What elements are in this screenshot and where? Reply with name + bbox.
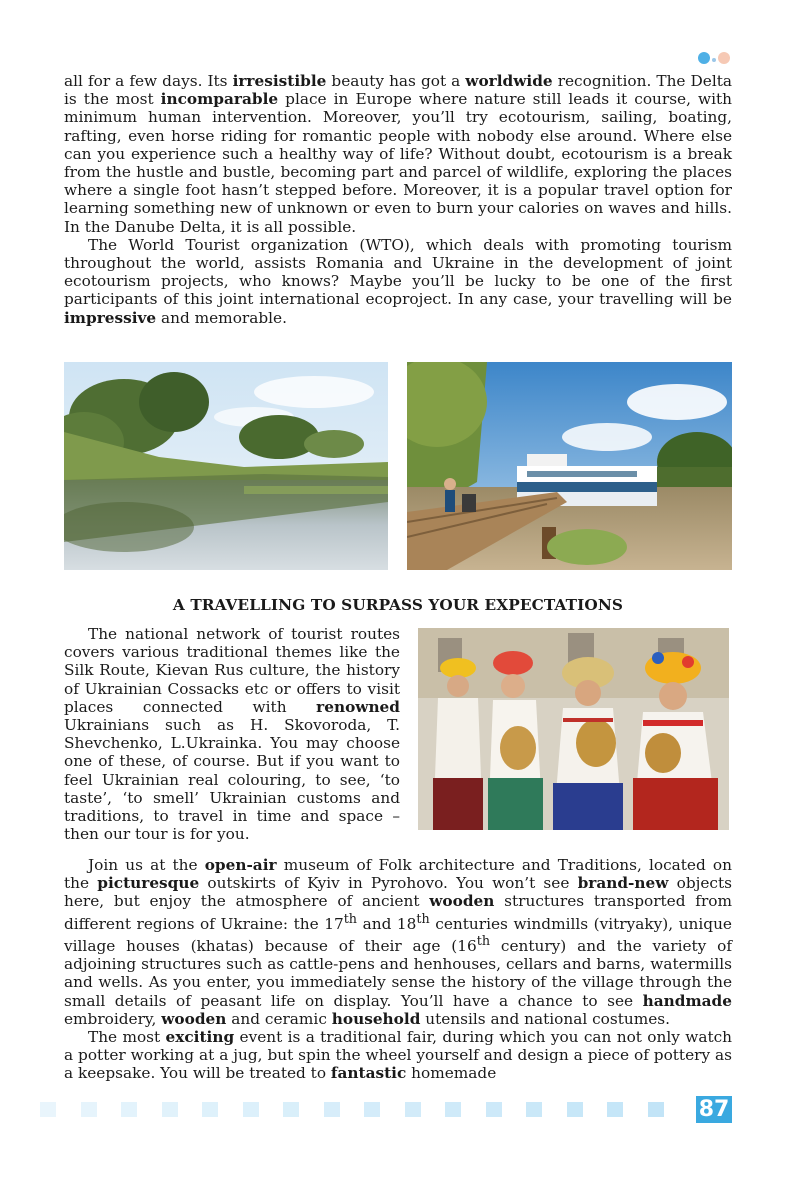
vocab-handmade: handmade [642,991,732,1010]
text-run: embroidery, [64,1009,162,1028]
text-run: objects here, but enjoy the atmosphere of ancient [64,874,732,911]
text-block-open-air-museum [64,856,732,1083]
text-run: century) and the variety of adjoining structures such as cattle-pens and henhouses, cellars and barns, watermills and wells. As you enter, you immediately sense the history of the village through the small details of peasant life on display. You’ll have a chance to see [64,937,732,1010]
text-run: and memorable. [156,308,287,327]
vocab-exciting: exciting [165,1028,235,1047]
vocab-worldwide: worldwide [465,72,553,90]
ordinal-suffix: th [416,911,430,927]
footer-square-icon [162,1102,178,1117]
vocab-renowned: renowned [316,697,400,716]
paragraph-fair [64,1028,732,1083]
text-block-danube-delta [64,72,732,327]
folk-festival-photo [418,628,729,830]
text-run: centuries windmills (vitryaky), unique village houses (khatas) because of their age (16 [64,914,732,955]
text-run: place in Europe where nature still leads it course, with minimum human intervention. Moreover, you’ll try ecotourism, sailing, boating, rafting, even horse riding for romantic people with nobody else around. Where else can you experience such a healthy way of life? Without doubt, ecotourism is a break from the hustle and bustle, becoming part and parcel of wildlife, exploring the places where a single foot hasn’t stepped before. Moreover, it is a popular travel option for learning something new of unknown or even to burn your calories on waves and hills. In the Danube Delta, it is all possible. [64,90,732,236]
paragraph-museum [64,856,732,1028]
vocab-incomparable: incomparable [160,90,279,109]
pink-dot-icon [718,52,730,64]
footer-square-icon [243,1102,259,1117]
footer-square-icon [445,1102,461,1117]
text-run: event is a traditional fair, during which you can not only watch a potter working at a jug, but spin the wheel yourself and design a piece of pottery as a keepsake. You will be treated to [64,1028,733,1083]
footer-square-icon [607,1102,623,1117]
vocab-open-air: open-air [204,856,277,874]
text-run: The World Tourist organization (WTO), which deals with promoting tourism throughout the world, assists Romania and Ukraine in the development of joint ecotourism projects, who knows? Maybe you’ll be lucky to be one of the first participants of this joint international ecoproject. In any case, your travelling will be [64,235,732,309]
text-run: and ceramic [226,1009,332,1028]
boat-pier-photo [407,362,732,570]
footer-square-icon [324,1102,340,1117]
text-run: structures transported from different regions of Ukraine: the 17 [64,892,732,933]
section-heading: A TRAVELLING TO SURPASS YOUR EXPECTATIONS [172,596,624,614]
text-run: all for a few days. Its [64,72,233,90]
text-run: museum of Folk architecture and Traditions, located on the [64,856,732,893]
vocab-brand-new: brand-new [577,874,669,893]
page-corner-dots [698,52,732,66]
vocab-picturesque: picturesque [97,874,200,893]
text-block-tourist-routes [64,625,400,843]
vocab-irresistible: irresistible [232,72,327,90]
text-run: recognition. The Delta is the most [64,72,733,109]
paragraph-wto [64,236,732,327]
text-run: Ukrainians such as H. Skovoroda, T. Shevchenko, L.Ukrainka. You may choose one of these, of course. But if you want to feel Ukrainian real colouring, to see, ‘to taste’, ‘to smell’ Ukrainian customs and traditions, to travel in time and space – then our tour is for you. [64,716,400,844]
footer-square-icon [648,1102,664,1117]
vocab-fantastic: fantastic [330,1064,407,1083]
footer-square-icon [567,1102,583,1117]
ordinal-suffix: th [343,911,358,927]
vocab-wooden: wooden [429,892,495,911]
river-delta-photo [64,362,388,570]
text-run: utensils and national costumes. [420,1009,670,1028]
text-run: homemade [406,1064,497,1083]
footer-square-icon [202,1102,218,1117]
vocab-household: household [331,1009,421,1028]
footer-square-icon [405,1102,421,1117]
footer-square-icon [81,1102,97,1117]
footer-square-icon [121,1102,137,1117]
footer-square-icon [40,1102,56,1117]
vocab-impressive: impressive [64,308,157,327]
text-run: The national network of tourist routes covers various traditional themes like the Silk Route, Kievan Rus culture, the history of Ukrainian Cossacks etc or offers to visit places connected with [64,625,400,716]
footer-square-icon [283,1102,299,1117]
small-dot-icon [712,58,716,62]
text-run: and 18 [357,914,417,933]
ordinal-suffix: th [476,933,491,949]
text-run: Join us at the [88,856,205,874]
text-run: outskirts of Kyiv in Pyrohovo. You won’t see [199,874,578,893]
page-number: 87 [696,1096,732,1123]
footer-square-icon [526,1102,542,1117]
blue-dot-icon [698,52,710,64]
paragraph-delta [64,72,732,236]
footer-square-icon [364,1102,380,1117]
vocab-wooden: wooden [161,1009,227,1028]
text-run: The most [88,1028,166,1047]
text-run: beauty has got a [326,72,466,90]
paragraph-routes [64,625,400,843]
footer-square-icon [486,1102,502,1117]
